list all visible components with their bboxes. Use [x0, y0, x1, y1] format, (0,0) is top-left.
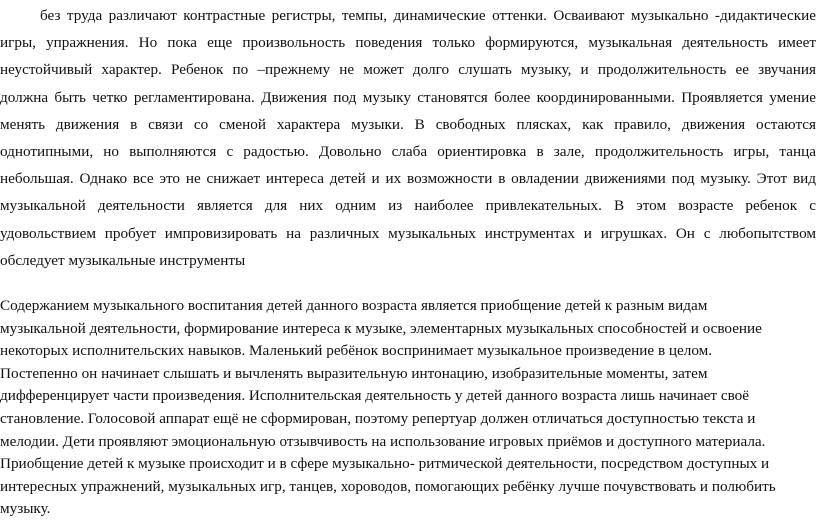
text-line: мелодии. Дети проявляют эмоциональную отзывчивость на использование игровых приёмов и доступного материала. [0, 432, 766, 450]
text-line: музыку. [0, 500, 51, 518]
text-line: менять движения в связи со сменой характера музыки. В свободных плясках, как правило, движения остаются [0, 115, 816, 133]
text-line: музыкальной деятельности, формирование интереса к музыке, элементарных музыкальных способностей и освоение [0, 319, 762, 337]
text-line: должна быть четко регламентирована. Движения под музыку становятся более координированными. Проявляется умение [0, 88, 816, 106]
text-line: Приобщение детей к музыке происходит и в сфере музыкально- ритмической деятельности, посредством доступных и [0, 455, 770, 473]
text-line: однотипными, но выполняются с радостью. Довольно слаба ориентировка в зале, продолжительность игры, танца [0, 142, 816, 160]
text-line: неустойчивый характер. Ребенок по –прежнему не может долго слушать музыку, и продолжительность ее звучания [0, 61, 816, 79]
text-line: музыкальной деятельности является для них одним из наиболее привлекательных. В этом возрасте ребенок с [0, 197, 816, 215]
text-line: игры, упражнения. Но пока еще произвольность поведения только формируются, музыкальная деятельность имеет [0, 34, 816, 52]
text-line: обследует музыкальные инструменты [0, 251, 246, 269]
paragraph-musical-activity [0, 2, 816, 274]
text-line: Содержанием музыкального воспитания детей данного возраста является приобщение детей к разным видам [0, 297, 708, 314]
text-line: Постепенно он начинает слышать и вычленять выразительную интонацию, изобразительные моменты, затем [0, 364, 708, 382]
text-line: становление. Голосовой аппарат ещё не сформирован, поэтому репертуар должен отличаться доступностью текста и [0, 409, 756, 427]
text-line: интересных упражнений, музыкальных игр, танцев, хороводов, помогающих ребёнку лучше почувствовать и полюбить [0, 477, 776, 495]
paragraph-music-education-content [0, 295, 816, 521]
text-line: без труда различают контрастные регистры, темпы, динамические оттенки. Осваивают музыкально -дидактические [40, 7, 816, 24]
text-line: небольшая. Однако все это не снижает интереса детей и их возможности в овладении движениями под музыку. Этот вид [0, 170, 816, 188]
text-line: дифференцирует части произведения. Исполнительская деятельность у детей данного возраста лишь начинает своё [0, 387, 749, 405]
text-line: некоторых исполнительских навыков. Маленький ребёнок воспринимает музыкальное произведение в целом. [0, 342, 713, 360]
text-line: удовольствием пробует импровизировать на различных музыкальных инструментах и игрушках. Он с любопытством [0, 224, 816, 242]
